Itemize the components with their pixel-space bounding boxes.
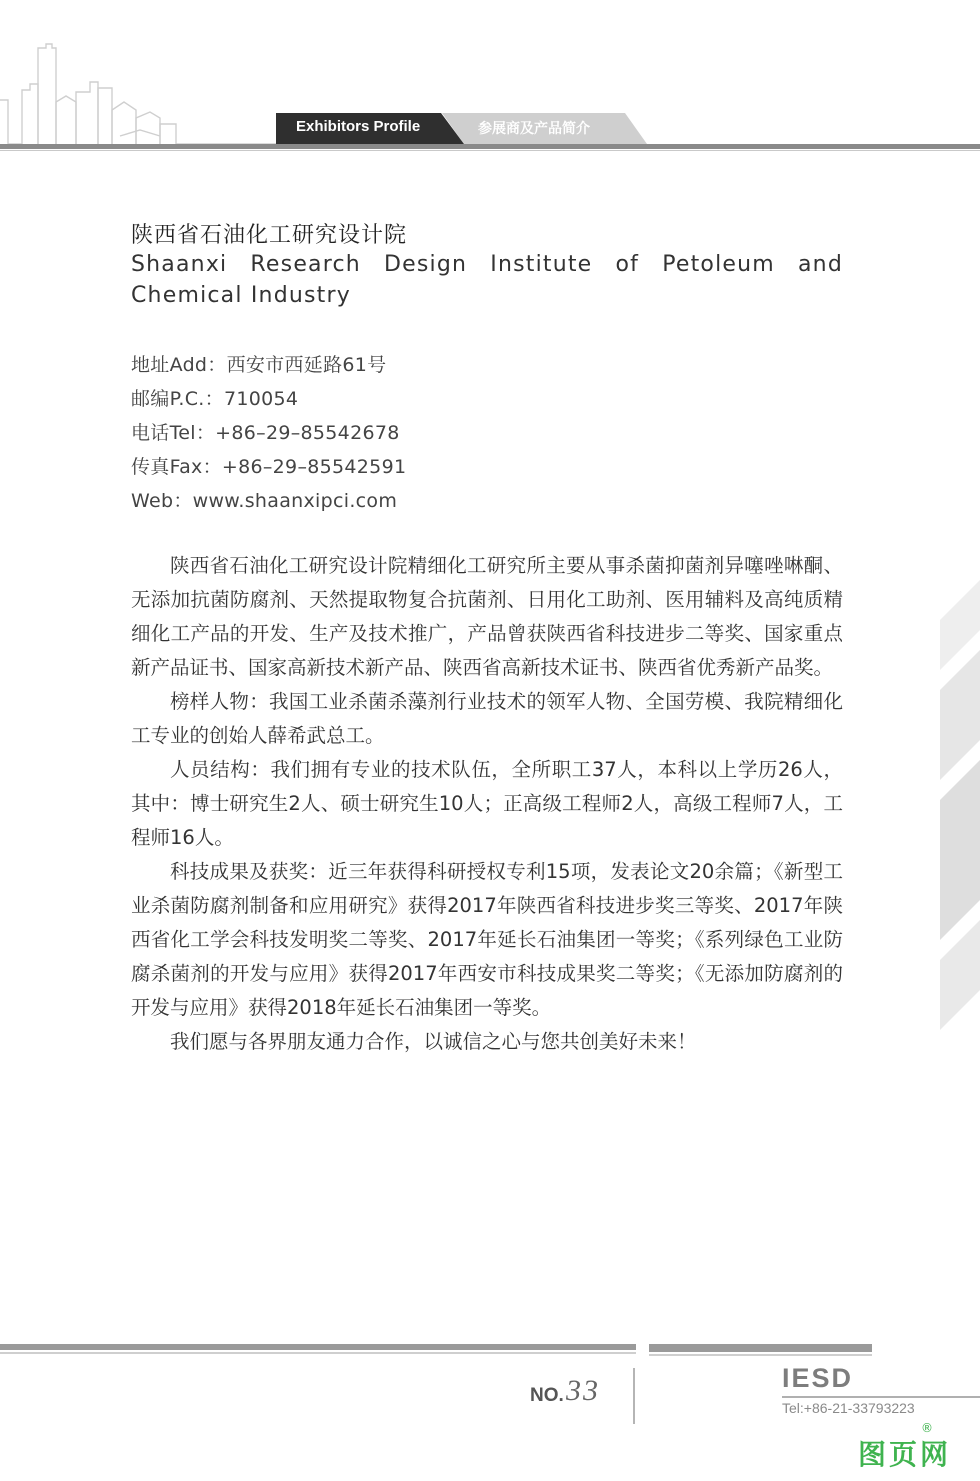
watermark-text: 图页网 [858,1438,952,1471]
paragraph-achievements: 科技成果及获奖：近三年获得科研授权专利15项，发表论文20余篇；《新型工业杀菌防腐剂制备和应用研究》获得2017年陕西省科技进步奖三等奖、2017年陕西省化工学会科技发明奖二等奖、2017年延长石油集团一等奖；《系列绿色工业防腐杀菌剂的开发与应用》获得2017年西安市科技成果奖二等奖；《无添加防腐剂的开发与应用》获得2018年延长石油集团一等奖。 [131,860,843,1019]
brand-logo-text: IESD [782,1363,854,1393]
footer-rule-left [0,1344,636,1350]
brand-underline [782,1396,980,1398]
paragraph-overview: 陕西省石油化工研究设计院精细化工研究所主要从事杀菌抑菌剂异噻唑啉酮、无添加抗菌防腐剂、天然提取物复合抗菌剂、日用化工助剂、医用辅料及高纯质精细化工产品的开发、生产及技术推广，产品曾获陕西省科技进步二等奖、国家重点新产品证书、国家高新技术新产品、陕西省高新技术证书、陕西省优秀新产品奖。 [131,554,843,679]
header-tab-cn-label: 参展商及产品简介 [478,121,590,137]
footer-rule-right [649,1344,872,1352]
company-title-cn: 陕西省石油化工研究设计院 [131,223,408,248]
contact-fax: 传真Fax：+86–29–85542591 [131,456,407,478]
paragraph-staff: 人员结构：我们拥有专业的技术队伍，全所职工37人，本科以上学历26人，其中：博士研究生2人、硕士研究生10人；正高级工程师2人，高级工程师7人，工程师16人。 [131,758,843,849]
header-rule-shadow [0,150,980,151]
page-number-label: NO. [530,1385,564,1406]
contact-web: Web：www.shaanxipci.com [131,490,398,512]
footer-tel: Tel:+86-21-33793223 [782,1400,915,1416]
footer-rule-right-shadow [649,1354,872,1356]
paragraph-closing: 我们愿与各界朋友通力合作，以诚信之心与您共创美好未来！ [170,1030,697,1053]
contact-postcode: 邮编P.C.：710054 [131,388,299,410]
company-title-en: Shaanxi Research Design Institute of Petoleum and Chemical Industry [131,252,843,308]
watermark-registered-mark: ® [921,1421,933,1435]
contact-address: 地址Add：西安市西延路61号 [131,354,387,376]
header-tab-en-label: Exhibitors Profile [296,118,421,135]
footer-rule-left-shadow [0,1352,636,1354]
contact-tel: 电话Tel：+86–29–85542678 [131,422,400,444]
header-rule [0,144,980,149]
paragraph-role-model: 榜样人物：我国工业杀菌杀藻剂行业技术的领军人物、全国劳模、我院精细化工专业的创始人薛希武总工。 [131,690,843,747]
footer-divider [633,1368,635,1424]
profile-body [131,549,843,1059]
skyline-illustration [0,40,280,148]
decorative-stripes [930,520,980,1040]
page-number: 33 [566,1374,600,1407]
